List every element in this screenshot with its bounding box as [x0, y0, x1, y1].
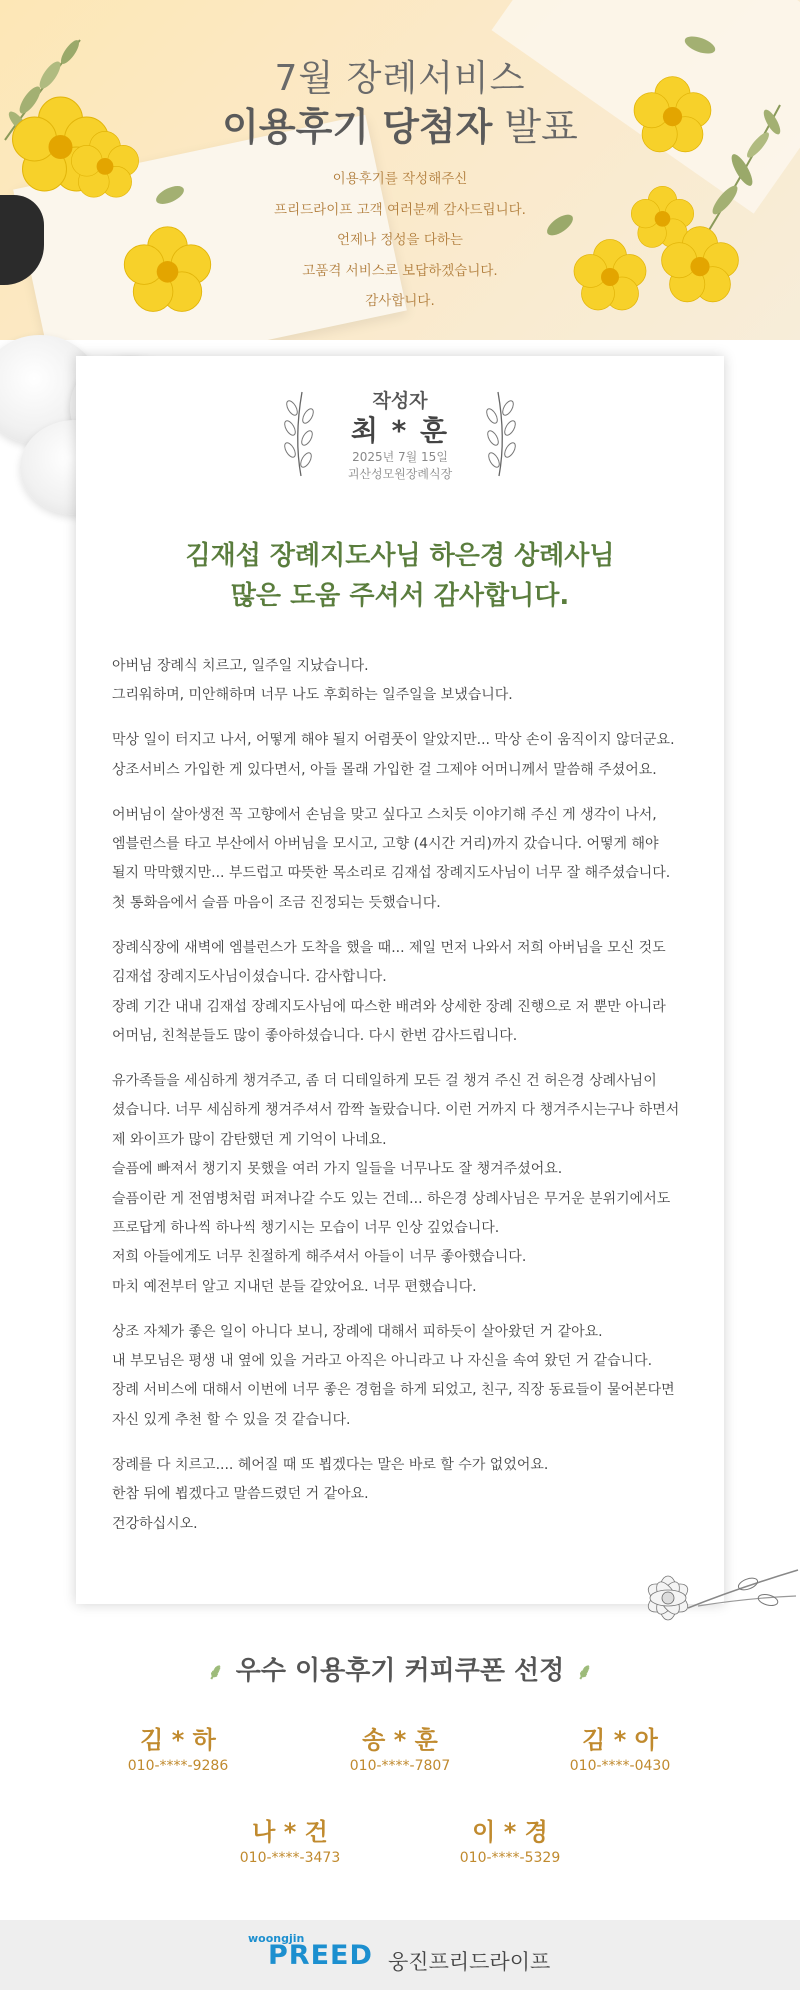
review-line: 한참 뒤에 뵙겠다고 말씀드렸던 거 같아요.	[112, 1486, 369, 1503]
intro-line: 고품격 서비스로 보답하겠습니다.	[302, 262, 498, 279]
review-line: 상조서비스 가입한 게 있다면서, 아들 몰래 가입한 걸 그제야 어머니께서 말씀해 주셨어요.	[112, 761, 657, 778]
winner-name: 이 * 경	[472, 1818, 548, 1846]
page-subtitle	[0, 96, 800, 151]
review-line: 마치 예전부터 알고 지내던 분들 같았어요. 너무 편했습니다.	[112, 1278, 477, 1295]
winners-section-title	[0, 1650, 800, 1687]
writer-name: 최 * 훈	[350, 414, 450, 447]
review-paragraph	[112, 1318, 702, 1436]
header-banner	[0, 0, 800, 340]
review-line: 어버님이 살아생전 꼭 고향에서 손님을 맞고 싶다고 스치듯 이야기해 주신 게 생각이 나서,	[112, 806, 657, 823]
review-line: 상조 자체가 좋은 일이 아니다 보니, 장례에 대해서 피하듯이 살아왔던 거 같아요.	[112, 1323, 603, 1340]
title-bold: 이용후기 당첨자	[222, 105, 493, 149]
review-body	[112, 652, 702, 1554]
winner-phone: 010-****-5329	[459, 1850, 561, 1866]
winner-name: 김 * 하	[140, 1726, 216, 1754]
review-line: 장례 기간 내내 김재섭 장례지도사님에 따스한 배려와 상세한 장례 진행으로 저 뿐만 아니라	[112, 998, 666, 1015]
headline-line: 김재섭 장례지도사님 하은경 상례사님	[185, 541, 615, 571]
sprig-icon: ⸙	[576, 1660, 593, 1685]
review-line: 막상 일이 터지고 나서, 어떻게 해야 될지 어렴풋이 알았지만... 막상 손이 움직이지 않더군요.	[112, 732, 675, 749]
winner-entry	[290, 1724, 510, 1776]
winner-entry	[68, 1724, 288, 1776]
footer	[0, 1920, 800, 1990]
intro-line: 프리드라이프 고객 여러분께 감사드립니다.	[274, 201, 526, 218]
review-paragraph	[112, 1451, 702, 1539]
review-paragraph	[112, 1067, 702, 1302]
chrysanthemum-sketch-icon	[628, 1548, 800, 1656]
winner-phone: 010-****-7807	[349, 1758, 451, 1774]
brand-logo-small: woongjin	[248, 1932, 305, 1945]
review-line: 김재섭 장례지도사님이셨습니다. 감사합니다.	[112, 969, 387, 986]
sprig-icon: ⸙	[207, 1660, 224, 1685]
winner-entry	[180, 1816, 400, 1868]
review-line: 될지 막막했지만... 부드럽고 따뜻한 목소리로 김재섭 장례지도사님이 너무 잘 해주셨습니다.	[112, 865, 671, 882]
review-line: 첫 통화음에서 슬픔 마음이 조금 진정되는 듯했습니다.	[112, 894, 441, 911]
brand-logo[interactable]: PREED	[268, 1940, 373, 1971]
writer-info	[76, 389, 724, 483]
title-rest: 발표	[492, 105, 578, 149]
review-line: 장례를 다 치르고.... 헤어질 때 또 뵙겠다는 말은 바로 할 수가 없었어요.	[112, 1456, 549, 1473]
review-line: 그리워하며, 미안해하며 너무 나도 후회하는 일주일을 보냈습니다.	[112, 687, 513, 704]
review-line: 슬픔이란 게 전염병처럼 퍼져나갈 수도 있는 건데... 하은경 상례사님은 무거운 분위기에서도	[112, 1190, 671, 1207]
winner-name: 나 * 건	[252, 1818, 328, 1846]
writer-label: 작성자	[372, 390, 428, 412]
review-paragraph	[112, 801, 702, 919]
intro-message	[0, 164, 800, 317]
page-title: 7월 장례서비스	[274, 58, 526, 99]
brand-name-korean: 웅진프리드라이프	[388, 1950, 551, 1974]
review-line: 내 부모님은 평생 내 옆에 있을 거라고 아직은 아니라고 나 자신을 속여 왔던 거 같습니다.	[112, 1353, 653, 1370]
intro-line: 감사합니다.	[365, 293, 435, 309]
review-line: 셨습니다. 너무 세심하게 챙겨주셔서 깜짝 놀랐습니다. 이런 거까지 다 챙겨주시는구나 하면서	[112, 1102, 680, 1119]
winner-name: 김 * 아	[582, 1726, 658, 1754]
review-line: 프로답게 하나씩 하나씩 챙기시는 모습이 너무 인상 깊었습니다.	[112, 1219, 500, 1236]
review-line: 저희 아들에게도 너무 친절하게 해주셔서 아들이 너무 좋아했습니다.	[112, 1249, 527, 1266]
winners-title-text: 우수 이용후기 커피쿠폰 선정	[235, 1656, 565, 1686]
review-headline	[76, 536, 724, 616]
headline-line: 많은 도움 주셔서 감사합니다.	[230, 581, 570, 611]
review-line: 장례식장에 새벽에 엠블런스가 도착을 했을 때... 제일 먼저 나와서 저희 아버님을 모신 것도	[112, 939, 666, 956]
intro-line: 이용후기를 작성해주신	[332, 171, 468, 187]
winner-phone: 010-****-0430	[569, 1758, 671, 1774]
review-paragraph	[112, 934, 702, 1052]
winner-phone: 010-****-9286	[127, 1758, 229, 1774]
review-line: 장례 서비스에 대해서 이번에 너무 좋은 경험을 하게 되었고, 친구, 직장 동료들이 물어본다면	[112, 1382, 675, 1399]
review-line: 엠블런스를 타고 부산에서 아버님을 모시고, 고향 (4시간 거리)까지 갔습니다. 어떻게 해야	[112, 836, 659, 853]
review-line: 슬픔에 빠져서 챙기지 못했을 여러 가지 일들을 너무나도 잘 챙겨주셨어요.	[112, 1161, 563, 1178]
intro-line: 언제나 정성을 다하는	[337, 232, 463, 248]
review-line: 건강하십시오.	[112, 1515, 198, 1532]
winner-phone: 010-****-3473	[239, 1850, 341, 1866]
review-line: 아버님 장례식 치르고, 일주일 지났습니다.	[112, 658, 369, 674]
review-line: 유가족들을 세심하게 챙겨주고, 좀 더 디테일하게 모든 걸 챙겨 주신 건 허은경 상례사님이	[112, 1072, 657, 1089]
review-date: 2025년 7월 15일	[352, 450, 448, 464]
review-line: 어머님, 친척분들도 많이 좋아하셨습니다. 다시 한번 감사드립니다.	[112, 1027, 518, 1044]
winner-name: 송 * 훈	[362, 1726, 438, 1754]
review-paragraph	[112, 652, 702, 711]
review-line: 제 와이프가 많이 감탄했던 게 기억이 나네요.	[112, 1131, 387, 1148]
funeral-place: 괴산성모원장례식장	[347, 467, 453, 481]
review-paragraph	[112, 726, 702, 785]
winner-entry	[510, 1724, 730, 1776]
review-card	[76, 356, 724, 1604]
review-line: 자신 있게 추천 할 수 있을 것 같습니다.	[112, 1411, 351, 1428]
winner-entry	[400, 1816, 620, 1868]
